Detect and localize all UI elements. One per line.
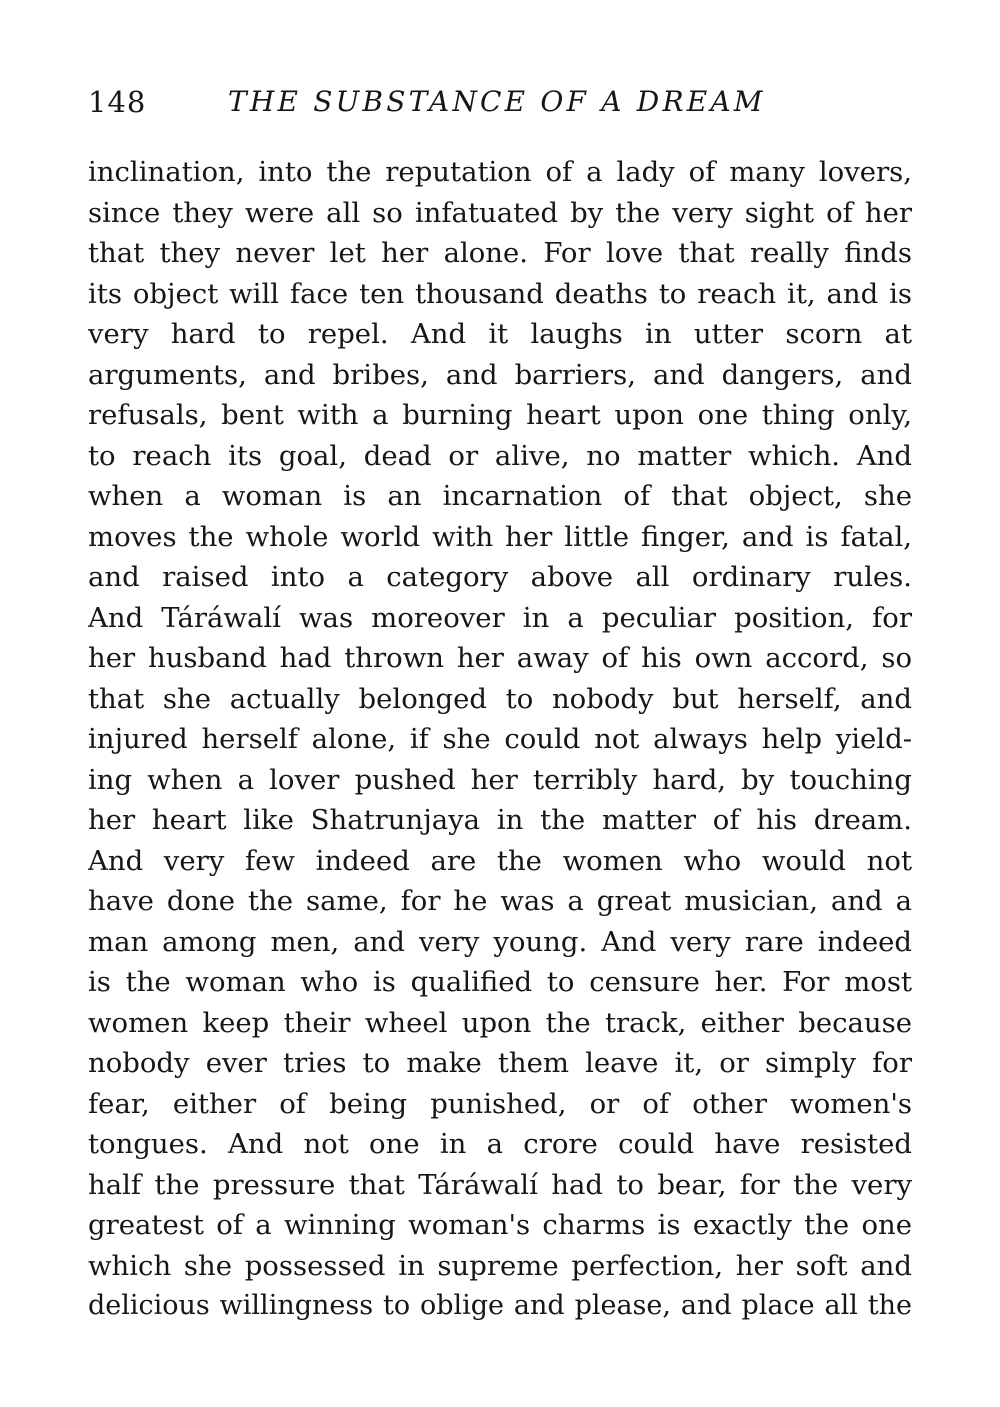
text-line: fear, either of being punished, or of other women's: [88, 1087, 912, 1120]
text-line: when a woman is an incarnation of that object, she: [88, 480, 912, 512]
text-line: And Táráwalí was moreover in a peculiar position, for: [88, 601, 912, 634]
text-line: her husband had thrown her away of his own accord, so: [88, 642, 912, 674]
text-line: its object will face ten thousand deaths to reach it, and is: [88, 277, 912, 310]
text-line: to reach its goal, dead or alive, no matter which. And: [88, 439, 912, 472]
text-line: is the woman who is qualified to censure her. For most: [88, 966, 912, 998]
text-line: ing when a lover pushed her terribly hard, by touching: [88, 763, 912, 796]
running-title: THE SUBSTANCE OF A DREAM: [228, 85, 766, 118]
text-line: injured herself alone, if she could not always help yield-: [88, 723, 912, 755]
page-number: 148: [88, 85, 147, 119]
text-line: very hard to repel. And it laughs in utter scorn at: [88, 318, 912, 350]
text-line: inclination, into the reputation of a lady of many lovers,: [88, 156, 912, 188]
text-line: have done the same, for he was a great musician, and a: [88, 885, 912, 917]
text-line: delicious willingness to oblige and please, and place all the: [88, 1290, 912, 1321]
text-line: man among men, and very young. And very rare indeed: [88, 925, 912, 958]
text-line: that she actually belonged to nobody but herself, and: [88, 682, 912, 715]
text-line: half the pressure that Táráwalí had to bear, for the very: [88, 1168, 912, 1201]
text-line: And very few indeed are the women who would not: [88, 844, 912, 877]
text-line: women keep their wheel upon the track, either because: [88, 1006, 912, 1039]
text-line: her heart like Shatrunjaya in the matter of his dream.: [88, 804, 912, 836]
text-line: since they were all so infatuated by the very sight of her: [88, 196, 912, 229]
text-line: refusals, bent with a burning heart upon one thing only,: [88, 399, 912, 431]
text-line: nobody ever tries to make them leave it, or simply for: [88, 1047, 912, 1079]
text-line: moves the whole world with her little finger, and is fatal,: [88, 520, 912, 553]
text-line: and raised into a category above all ordinary rules.: [88, 561, 912, 593]
text-line: tongues. And not one in a crore could have resisted: [88, 1128, 912, 1160]
running-head: [88, 82, 912, 122]
text-line: which she possessed in supreme perfection, her soft and: [88, 1249, 912, 1282]
text-line: arguments, and bribes, and barriers, and dangers, and: [88, 358, 912, 391]
body-text: [88, 152, 912, 1327]
text-line: that they never let her alone. For love that really finds: [88, 237, 912, 269]
text-line: greatest of a winning woman's charms is exactly the one: [88, 1209, 912, 1241]
